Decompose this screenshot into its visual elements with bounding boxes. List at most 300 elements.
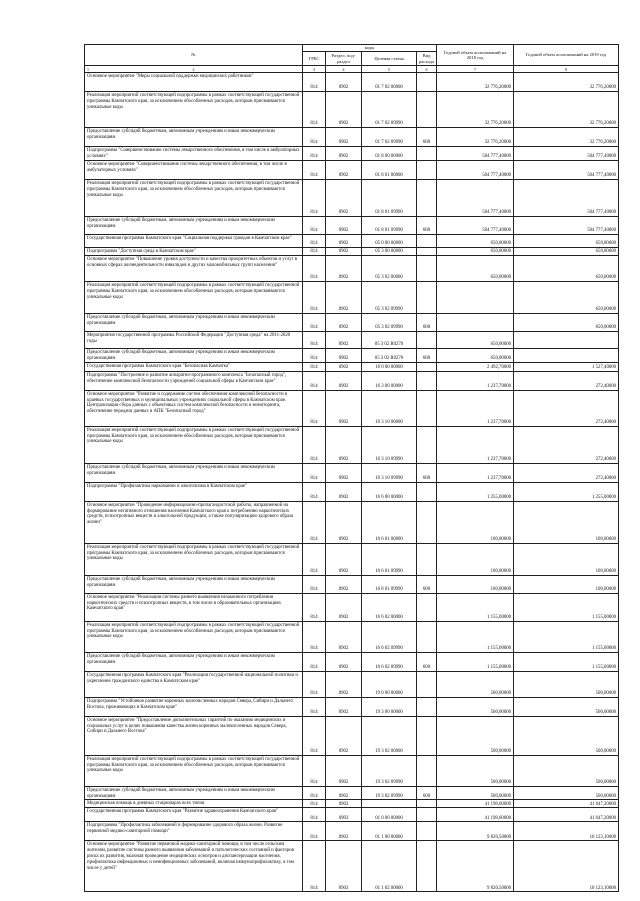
table-row xyxy=(85,147,619,161)
header-grbs: ГРБС xyxy=(303,52,326,66)
row-grbs: 814 xyxy=(303,147,326,161)
row-vr xyxy=(417,147,437,161)
row-razdel: 0902 xyxy=(326,755,362,786)
row-razdel: 0902 xyxy=(326,426,362,463)
row-vr xyxy=(417,822,437,841)
row-name: Реализация мероприятий соответствующей подпрограммы в рамках соответствующей государственной программы Камчатского края, за исключением обособленных расходов, которым присваиваются уникальные коды xyxy=(85,426,303,463)
row-value-2018: 504 777,40000 xyxy=(437,217,514,235)
row-vr: 600 xyxy=(417,349,437,363)
row-value-2018: 32 776,20000 xyxy=(437,73,514,92)
budget-table-container xyxy=(84,44,618,892)
row-csr: 19 3 02 09990 xyxy=(362,755,417,786)
col-number-3: 3 xyxy=(303,66,326,73)
row-value-2019: 1 527,40000 xyxy=(514,362,619,371)
row-value-2019: 650,00000 xyxy=(514,314,619,332)
row-value-2018: 1 237,70000 xyxy=(437,371,514,390)
header-2019: Годовой объем ассигнований на 2019 год xyxy=(514,45,619,66)
row-value-2018: 1 155,00000 xyxy=(437,621,514,652)
header-name: № xyxy=(85,45,303,66)
table-row xyxy=(85,463,619,482)
row-grbs: 814 xyxy=(303,426,326,463)
table-row xyxy=(85,217,619,235)
row-csr: 05 3 02 09990 xyxy=(362,282,417,314)
table-row xyxy=(85,362,619,371)
row-name: Основное мероприятие "Развитие и содержание систем обеспечения комплексной безопасности в краевых государственных и муниципальных учреждениях социальной сферы в Камчатском крае. Централизация сбора данных с объектовых систем комплексной безопасности и мониторинга, обеспечение передачи данных в АПК "Безопасный город" xyxy=(85,390,303,426)
row-name: Основное мероприятие "Реализация системы раннего выявления незаконного потребления наркотических средств и психотропных веществ, в том числе в образовательных организациях Камчатского края" xyxy=(85,593,303,621)
row-value-2018: 1 155,00000 xyxy=(437,593,514,621)
row-name: Подпрограмма "Построение и развитие аппаратно-программного комплекса "Безопасный город", обеспечение комплексной безопасности учреждений социальной сферы в Камчатском крае" xyxy=(85,371,303,390)
table-row xyxy=(85,390,619,426)
row-grbs: 814 xyxy=(303,621,326,652)
row-csr: 16 6 00 00000 xyxy=(362,482,417,501)
table-row xyxy=(85,92,619,128)
row-value-2019: 32 776,20000 xyxy=(514,92,619,128)
table-row xyxy=(85,282,619,314)
row-grbs: 814 xyxy=(303,501,326,543)
row-csr: 19 3 02 09990 xyxy=(362,786,417,800)
table-row xyxy=(85,314,619,332)
row-vr xyxy=(417,716,437,755)
row-name: Основное мероприятие "Предоставление дополнительных гарантий по оказанию медицинских и социальных услуг в целях повышения качества жизни коренных малочисленных народов Севера, Сибири и Дальнего Востока" xyxy=(85,716,303,755)
row-grbs: 814 xyxy=(303,390,326,426)
row-csr: 01 8 01 09990 xyxy=(362,217,417,235)
row-razdel: 0902 xyxy=(326,314,362,332)
row-value-2019: 100,00000 xyxy=(514,543,619,575)
row-csr: 01 7 02 00000 xyxy=(362,73,417,92)
row-csr: 19 3 00 00000 xyxy=(362,697,417,716)
row-vr: 600 xyxy=(417,217,437,235)
row-value-2018: 504 777,40000 xyxy=(437,147,514,161)
row-razdel: 0902 xyxy=(326,349,362,363)
row-grbs: 814 xyxy=(303,282,326,314)
row-grbs: 814 xyxy=(303,362,326,371)
row-grbs: 814 xyxy=(303,73,326,92)
col-number-7: 7 xyxy=(437,66,514,73)
row-name: Реализация мероприятий соответствующей подпрограммы в рамках соответствующей государственной программы Камчатского края, за исключением обособленных расходов, которым присваиваются уникальные коды xyxy=(85,180,303,217)
row-vr: 600 xyxy=(417,786,437,800)
row-grbs: 814 xyxy=(303,716,326,755)
row-grbs: 814 xyxy=(303,755,326,786)
table-row xyxy=(85,349,619,363)
row-value-2018: 1 237,70000 xyxy=(437,390,514,426)
table-body xyxy=(85,73,619,892)
row-csr: 01 7 02 09990 xyxy=(362,92,417,128)
row-value-2018: 41 198,60000 xyxy=(437,800,514,808)
row-grbs: 814 xyxy=(303,575,326,593)
row-name: Подпрограмма "Совершенствование системы лекарственного обеспечения, в том числе в амбулаторных условиях" xyxy=(85,147,303,161)
row-value-2018: 9 820,50000 xyxy=(437,822,514,841)
row-value-2019: 32 776,20000 xyxy=(514,128,619,147)
row-value-2018: 32 776,20000 xyxy=(437,92,514,128)
row-grbs: 814 xyxy=(303,543,326,575)
row-value-2019: 650,00000 xyxy=(514,235,619,248)
row-value-2018: 9 820,50000 xyxy=(437,841,514,892)
row-grbs: 814 xyxy=(303,482,326,501)
row-csr: 19 0 00 00000 xyxy=(362,671,417,697)
row-name: Подпрограмма "Устойчивое развитие коренных малочисленных народов Севера, Сибири и Дальнего Востока, проживающих в Камчатском крае" xyxy=(85,697,303,716)
row-name: Подпрограмма "Доступная среда в Камчатском крае" xyxy=(85,248,303,256)
row-grbs: 814 xyxy=(303,841,326,892)
row-razdel: 0902 xyxy=(326,786,362,800)
row-value-2018: 650,00000 xyxy=(437,248,514,256)
row-razdel: 0902 xyxy=(326,332,362,349)
row-grbs: 814 xyxy=(303,256,326,282)
row-razdel: 0902 xyxy=(326,697,362,716)
row-value-2019: 272,40000 xyxy=(514,390,619,426)
table-row xyxy=(85,180,619,217)
row-vr xyxy=(417,543,437,575)
row-value-2018: 504 777,40000 xyxy=(437,180,514,217)
row-grbs: 814 xyxy=(303,371,326,390)
row-csr: 01 1 00 00000 xyxy=(362,822,417,841)
row-value-2018: 500,00000 xyxy=(437,786,514,800)
column-number-row xyxy=(85,66,619,73)
row-csr: 01 8 00 00000 xyxy=(362,147,417,161)
row-razdel: 0902 xyxy=(326,282,362,314)
row-grbs: 814 xyxy=(303,349,326,363)
row-vr: 600 xyxy=(417,575,437,593)
row-vr xyxy=(417,256,437,282)
row-value-2019: 272,40000 xyxy=(514,371,619,390)
row-vr xyxy=(417,92,437,128)
row-vr xyxy=(417,808,437,822)
row-razdel: 0902 xyxy=(326,371,362,390)
row-value-2019: 100,00000 xyxy=(514,575,619,593)
row-value-2019: 504 777,40000 xyxy=(514,147,619,161)
row-csr: 05 3 02 R0270 xyxy=(362,332,417,349)
row-razdel: 0902 xyxy=(326,235,362,248)
row-grbs: 814 xyxy=(303,697,326,716)
row-value-2018: 500,00000 xyxy=(437,755,514,786)
row-razdel: 0902 xyxy=(326,543,362,575)
table-row xyxy=(85,501,619,543)
row-vr: 600 xyxy=(417,463,437,482)
row-csr: 16 6 02 09990 xyxy=(362,652,417,671)
row-name: Предоставление субсидий бюджетным, автономным учреждениям и иным некоммерческим организациям xyxy=(85,575,303,593)
row-grbs: 814 xyxy=(303,808,326,822)
row-vr xyxy=(417,593,437,621)
table-row xyxy=(85,808,619,822)
row-name: Предоставление субсидий бюджетным, автономным учреждениям и иным некоммерческим организациям xyxy=(85,652,303,671)
row-razdel: 0902 xyxy=(326,92,362,128)
row-value-2019: 504 777,40000 xyxy=(514,161,619,180)
row-vr xyxy=(417,282,437,314)
row-vr xyxy=(417,800,437,808)
row-value-2019: 1 255,00000 xyxy=(514,482,619,501)
row-csr: 19 3 02 00000 xyxy=(362,716,417,755)
row-vr xyxy=(417,426,437,463)
row-vr xyxy=(417,501,437,543)
row-csr: 16 6 02 00000 xyxy=(362,593,417,621)
row-csr xyxy=(362,800,417,808)
row-value-2019: 10 123,10000 xyxy=(514,822,619,841)
row-vr xyxy=(417,235,437,248)
row-name: Реализация мероприятий соответствующей подпрограммы в рамках соответствующей государственной программы Камчатского края, за исключением обособленных расходов, которым присваиваются уникальные коды xyxy=(85,621,303,652)
row-razdel: 0902 xyxy=(326,73,362,92)
row-vr xyxy=(417,180,437,217)
row-grbs: 814 xyxy=(303,332,326,349)
row-value-2018: 650,00000 xyxy=(437,332,514,349)
row-value-2019: 500,00000 xyxy=(514,786,619,800)
row-value-2018: 500,00000 xyxy=(437,716,514,755)
row-csr: 05 3 00 00000 xyxy=(362,248,417,256)
row-grbs: 814 xyxy=(303,235,326,248)
row-name: Реализация мероприятий соответствующей подпрограммы в рамках соответствующей государственной программы Камчатского края, за исключением обособленных расходов, которым присваиваются уникальные коды xyxy=(85,755,303,786)
row-grbs: 814 xyxy=(303,180,326,217)
table-row xyxy=(85,841,619,892)
row-value-2019: 650,00000 xyxy=(514,256,619,282)
row-grbs: 814 xyxy=(303,92,326,128)
col-number-8: 8 xyxy=(514,66,619,73)
table-row xyxy=(85,426,619,463)
row-value-2019: 41 647,20000 xyxy=(514,808,619,822)
row-razdel: 0902 xyxy=(326,390,362,426)
row-name: Государственная программа Камчатского края "Реализация государственной национальной политики и укрепление гражданского единства в Камчатском крае" xyxy=(85,671,303,697)
col-number-4: 4 xyxy=(326,66,362,73)
table-row xyxy=(85,256,619,282)
row-csr: 16 0 00 00000 xyxy=(362,362,417,371)
row-csr: 16 6 01 00000 xyxy=(362,501,417,543)
table-row xyxy=(85,621,619,652)
row-value-2019: 1 155,00000 xyxy=(514,621,619,652)
table-row xyxy=(85,697,619,716)
table-row xyxy=(85,652,619,671)
row-vr xyxy=(417,697,437,716)
row-csr: 05 3 02 09990 xyxy=(362,314,417,332)
col-number-1: 1 xyxy=(87,66,89,72)
row-grbs: 814 xyxy=(303,128,326,147)
table-row xyxy=(85,671,619,697)
row-vr xyxy=(417,332,437,349)
row-csr: 16 6 01 09990 xyxy=(362,543,417,575)
table-row xyxy=(85,593,619,621)
row-razdel: 0903 xyxy=(326,822,362,841)
row-name: Предоставление субсидий бюджетным, автономным учреждениям и иным некоммерческим организациям xyxy=(85,786,303,800)
col-number-5: 5 xyxy=(362,66,417,73)
row-razdel: 0902 xyxy=(326,593,362,621)
row-value-2019: 272,40000 xyxy=(514,463,619,482)
row-vr xyxy=(417,671,437,697)
row-name: Государственная программа Камчатского края "Социальная поддержка граждан в Камчатском крае" xyxy=(85,235,303,248)
row-name: Предоставление субсидий бюджетным, автономным учреждениям и иным некоммерческим организациям xyxy=(85,217,303,235)
row-csr: 01 8 01 09990 xyxy=(362,180,417,217)
row-value-2018: 2 492,70000 xyxy=(437,362,514,371)
row-value-2019 xyxy=(514,349,619,363)
row-razdel: 0902 xyxy=(326,248,362,256)
row-value-2018: 1 155,00000 xyxy=(437,652,514,671)
row-name: Основное мероприятие "Повышение уровня доступности и качества приоритетных объектов и услуг в основных сферах жизнедеятельности инвалидов и других маломобильных групп населения" xyxy=(85,256,303,282)
row-name: Реализация мероприятий соответствующей подпрограммы в рамках соответствующей государственной программы Камчатского края, за исключением обособленных расходов, которым присваиваются уникальные коды xyxy=(85,92,303,128)
row-grbs: 814 xyxy=(303,314,326,332)
row-csr: 05 3 02 R0270 xyxy=(362,349,417,363)
row-razdel: 0902 xyxy=(326,180,362,217)
row-razdel: 0902 xyxy=(326,501,362,543)
row-csr: 16 3 00 00000 xyxy=(362,371,417,390)
row-vr xyxy=(417,621,437,652)
row-vr xyxy=(417,73,437,92)
row-csr: 16 6 02 09990 xyxy=(362,621,417,652)
row-razdel: 0902 xyxy=(326,217,362,235)
table-row xyxy=(85,128,619,147)
row-value-2019: 650,00000 xyxy=(514,248,619,256)
row-value-2018: 100,00000 xyxy=(437,543,514,575)
row-vr: 600 xyxy=(417,314,437,332)
row-value-2019: 504 777,40000 xyxy=(514,217,619,235)
row-value-2018: 41 198,60000 xyxy=(437,808,514,822)
row-name: Государственная программа Камчатского края "Безопасная Камчатка" xyxy=(85,362,303,371)
table-row xyxy=(85,575,619,593)
header-codes: коды xyxy=(303,45,437,52)
col-number-2: 2 xyxy=(192,66,195,72)
table-row xyxy=(85,543,619,575)
table-row xyxy=(85,822,619,841)
row-value-2018: 500,00000 xyxy=(437,697,514,716)
row-name: Государственная программа Камчатского края "Развитие здравоохранения Камчатского края" xyxy=(85,808,303,822)
row-value-2019: 1 155,00000 xyxy=(514,652,619,671)
row-value-2018: 100,00000 xyxy=(437,501,514,543)
row-razdel: 0902 xyxy=(326,128,362,147)
row-vr xyxy=(417,755,437,786)
table-row xyxy=(85,755,619,786)
row-csr: 05 0 00 00000 xyxy=(362,235,417,248)
row-grbs: 814 xyxy=(303,800,326,808)
row-csr: 16 3 10 09990 xyxy=(362,463,417,482)
row-name: Реализация мероприятий соответствующей подпрограммы в рамках соответствующей государственной программы Камчатского края, за исключением обособленных расходов, которым присваиваются уникальные коды xyxy=(85,543,303,575)
row-razdel: 0902 xyxy=(326,652,362,671)
row-csr: 05 3 02 00000 xyxy=(362,256,417,282)
row-value-2019: 500,00000 xyxy=(514,755,619,786)
row-razdel: 0902 xyxy=(326,362,362,371)
row-grbs: 814 xyxy=(303,652,326,671)
row-value-2018: 32 776,20000 xyxy=(437,128,514,147)
row-value-2019: 41 647,20000 xyxy=(514,800,619,808)
row-value-2019: 650,00000 xyxy=(514,282,619,314)
row-razdel: 0903 xyxy=(326,808,362,822)
table-row xyxy=(85,161,619,180)
row-razdel: 0902 xyxy=(326,716,362,755)
row-vr xyxy=(417,841,437,892)
row-razdel: 0902 xyxy=(326,621,362,652)
row-value-2019: 500,00000 xyxy=(514,697,619,716)
row-csr: 16 3 10 00000 xyxy=(362,390,417,426)
row-value-2019 xyxy=(514,332,619,349)
header-vr: Вид расхода xyxy=(417,52,437,66)
row-vr xyxy=(417,362,437,371)
row-value-2019: 504 777,40000 xyxy=(514,180,619,217)
row-vr xyxy=(417,248,437,256)
row-csr: 16 3 10 09990 xyxy=(362,426,417,463)
row-name: Основное мероприятие "Меры социальной поддержки медицинских работников" xyxy=(85,73,303,92)
row-value-2019: 500,00000 xyxy=(514,716,619,755)
table-row xyxy=(85,235,619,248)
row-value-2018: 1 237,70000 xyxy=(437,463,514,482)
row-grbs: 814 xyxy=(303,161,326,180)
row-value-2018: 650,00000 xyxy=(437,349,514,363)
table-row xyxy=(85,248,619,256)
row-razdel: 0902 xyxy=(326,671,362,697)
row-razdel: 0902 xyxy=(326,161,362,180)
row-value-2018: 650,00000 xyxy=(437,256,514,282)
row-grbs: 814 xyxy=(303,822,326,841)
row-grbs: 814 xyxy=(303,786,326,800)
table-row xyxy=(85,371,619,390)
table-row xyxy=(85,716,619,755)
row-name: Медицинская помощь в дневных стационарах всех типов xyxy=(85,800,303,808)
row-value-2019: 32 776,20000 xyxy=(514,73,619,92)
row-value-2018: 500,00000 xyxy=(437,671,514,697)
header-razdel: Раздел, под-раздел xyxy=(326,52,362,66)
row-name: Предоставление субсидий бюджетным, автономным учреждениям и иным некоммерческим организациям xyxy=(85,314,303,332)
row-value-2019: 1 155,00000 xyxy=(514,593,619,621)
row-value-2019: 100,00000 xyxy=(514,501,619,543)
row-value-2018 xyxy=(437,282,514,314)
row-razdel: 0902 xyxy=(326,575,362,593)
row-razdel: 0903 xyxy=(326,800,362,808)
row-name: Предоставление субсидий бюджетным, автономным учреждениям и иным некоммерческим организациям xyxy=(85,463,303,482)
row-value-2019: 272,40000 xyxy=(514,426,619,463)
table-row xyxy=(85,786,619,800)
col-number-1 xyxy=(85,66,303,73)
header-csr: Целевая статья xyxy=(362,52,417,66)
row-value-2018: 100,00000 xyxy=(437,575,514,593)
row-name: Подпрограмма "Профилактика наркомании и алкоголизма в Камчатском крае" xyxy=(85,482,303,501)
row-csr: 01 1 02 00000 xyxy=(362,841,417,892)
row-name: Основное мероприятие "Проведение информационно-пропагандистской работы, направленной на формирование негативного отношения населения Камчатского края к потреблению наркотических средств, психотропных веществ и алкогольной продукции, а также популяризацию здорового образа жизни" xyxy=(85,501,303,543)
row-razdel: 0903 xyxy=(326,841,362,892)
row-value-2018: 1 237,70000 xyxy=(437,426,514,463)
row-csr: 01 0 00 00000 xyxy=(362,808,417,822)
row-value-2019: 10 123,10000 xyxy=(514,841,619,892)
row-vr: 600 xyxy=(417,652,437,671)
row-grbs: 814 xyxy=(303,671,326,697)
table-row xyxy=(85,332,619,349)
table-row xyxy=(85,73,619,92)
budget-table xyxy=(84,44,619,892)
col-number-6: 6 xyxy=(417,66,437,73)
row-name: Предоставление субсидий бюджетным, автономным учреждениям и иным некоммерческим организациям xyxy=(85,349,303,363)
row-grbs: 814 xyxy=(303,217,326,235)
row-name: Основное мероприятие "Развитие первичной медико-санитарной помощи, в том числе сельским жителям, развитие системы раннего выявления заболеваний и патологических состояний и факторов риска их развития, включая проведение медицинских осмотров и диспансеризации населения, профилактика инфекционных и неинфекционных заболеваний, включая иммунопрофилактику, в том числе у детей" xyxy=(85,841,303,892)
row-razdel: 0902 xyxy=(326,482,362,501)
row-grbs: 814 xyxy=(303,248,326,256)
row-vr xyxy=(417,161,437,180)
row-name: Подпрограмма "Профилактика заболеваний и формирование здорового образа жизни. Развитие первичной медико-санитарной помощи" xyxy=(85,822,303,841)
table-row xyxy=(85,800,619,808)
row-value-2018: 650,00000 xyxy=(437,235,514,248)
row-csr: 16 6 01 09990 xyxy=(362,575,417,593)
row-name: Основное мероприятие "Совершенствование системы лекарственного обеспечения, в том числе в амбулаторных условиях" xyxy=(85,161,303,180)
header-row-1 xyxy=(85,45,619,52)
row-name: Предоставление субсидий бюджетным, автономным учреждениям и иным некоммерческим организациям xyxy=(85,128,303,147)
row-vr xyxy=(417,371,437,390)
row-value-2018 xyxy=(437,314,514,332)
row-razdel: 0902 xyxy=(326,463,362,482)
row-razdel: 0902 xyxy=(326,147,362,161)
row-value-2018: 1 255,00000 xyxy=(437,482,514,501)
row-value-2019: 500,00000 xyxy=(514,671,619,697)
row-value-2018: 504 777,40000 xyxy=(437,161,514,180)
row-grbs: 814 xyxy=(303,593,326,621)
table-row xyxy=(85,482,619,501)
row-name: Реализация мероприятий соответствующей подпрограммы в рамках соответствующей государственной программы Камчатского края, за исключением обособленных расходов, которым присваиваются уникальные коды xyxy=(85,282,303,314)
row-vr xyxy=(417,482,437,501)
row-csr: 01 8 01 00000 xyxy=(362,161,417,180)
header-2018: Годовой объем ассигнований на 2018 год xyxy=(437,45,514,66)
row-razdel: 0902 xyxy=(326,256,362,282)
row-name: Мероприятия государственной программы Российской Федерации "Доступная среда" на 2011-2020 годы xyxy=(85,332,303,349)
row-grbs: 814 xyxy=(303,463,326,482)
row-vr: 600 xyxy=(417,128,437,147)
